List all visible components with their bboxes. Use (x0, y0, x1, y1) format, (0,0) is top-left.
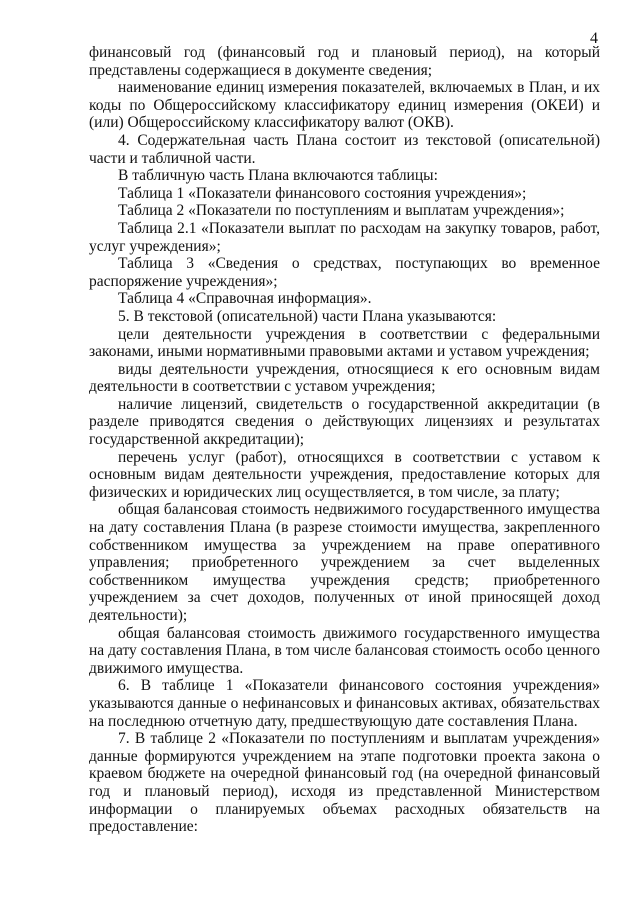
paragraph: наименование единиц измерения показателей, включаемых в План, и их коды по Общероссийскому классификатору единиц измерения (ОКЕИ) и (или) Общероссийскому классификатору валют (ОКВ). (89, 79, 600, 132)
paragraph: виды деятельности учреждения, относящиеся к его основным видам деятельности в соответствии с уставом учреждения; (89, 360, 600, 396)
paragraph: 6. В таблице 1 «Показатели финансового состояния учреждения» указываются данные о нефинансовых и финансовых активах, обязательствах на последнюю отчетную дату, предшествующую дате составления Плана. (89, 677, 600, 730)
paragraph: перечень услуг (работ), относящихся в соответствии с уставом к основным видам деятельности учреждения, предоставление которых для физических и юридических лиц осуществляется, в том числе, за плату; (89, 448, 600, 501)
paragraph: Таблица 1 «Показатели финансового состояния учреждения»; (118, 184, 527, 202)
paragraph: Таблица 2 «Показатели по поступлениям и выплатам учреждения»; (118, 202, 565, 220)
paragraph: Таблица 3 «Сведения о средствах, поступающих во временное распоряжение учреждения»; (89, 255, 600, 290)
paragraph: В табличную часть Плана включаются таблицы: (118, 167, 438, 185)
page-number: 4 (590, 30, 598, 47)
paragraph: 5. В текстовой (описательной) части Плана указываются: (118, 307, 497, 325)
paragraph: Таблица 4 «Справочная информация». (118, 290, 372, 308)
paragraph: общая балансовая стоимость недвижимого государственного имущества на дату составления Плана (в разрезе стоимости имущества, закрепленного собственником имущества за учреждением на праве оперативного управления; приобретенного учреждением за счет выделенных собственником имущества учреждения средств; приобретенного учреждением за счет доходов, полученных от иной приносящей доход деятельности); (89, 501, 600, 624)
document-body (89, 44, 600, 836)
paragraph: цели деятельности учреждения в соответствии с федеральными законами, иными нормативными правовыми актами и уставом учреждения; (89, 325, 600, 361)
paragraph: 7. В таблице 2 «Показатели по поступлениям и выплатам учреждения» данные формируются учреждением на этапе подготовки проекта закона о краевом бюджете на очередной финансовый год (на очередной финансовый год и плановый период), исходя из представленной Министерством информации о планируемых объемах расходных обязательств на предоставление: (89, 730, 600, 836)
paragraph: Таблица 2.1 «Показатели выплат по расходам на закупку товаров, работ, услуг учреждения»; (89, 219, 600, 255)
paragraph: наличие лицензий, свидетельств о государственной аккредитации (в разделе приводятся сведения о действующих лицензиях и результатах государственной аккредитации); (89, 395, 600, 449)
paragraph: финансовый год (финансовый год и плановый период), на который представлены содержащиеся в документе сведения; (89, 44, 600, 79)
paragraph: 4. Содержательная часть Плана состоит из текстовой (описательной) части и табличной части. (89, 131, 600, 167)
paragraph: общая балансовая стоимость движимого государственного имущества на дату составления Плана, в том числе балансовая стоимость особо ценного движимого имущества. (89, 624, 600, 677)
